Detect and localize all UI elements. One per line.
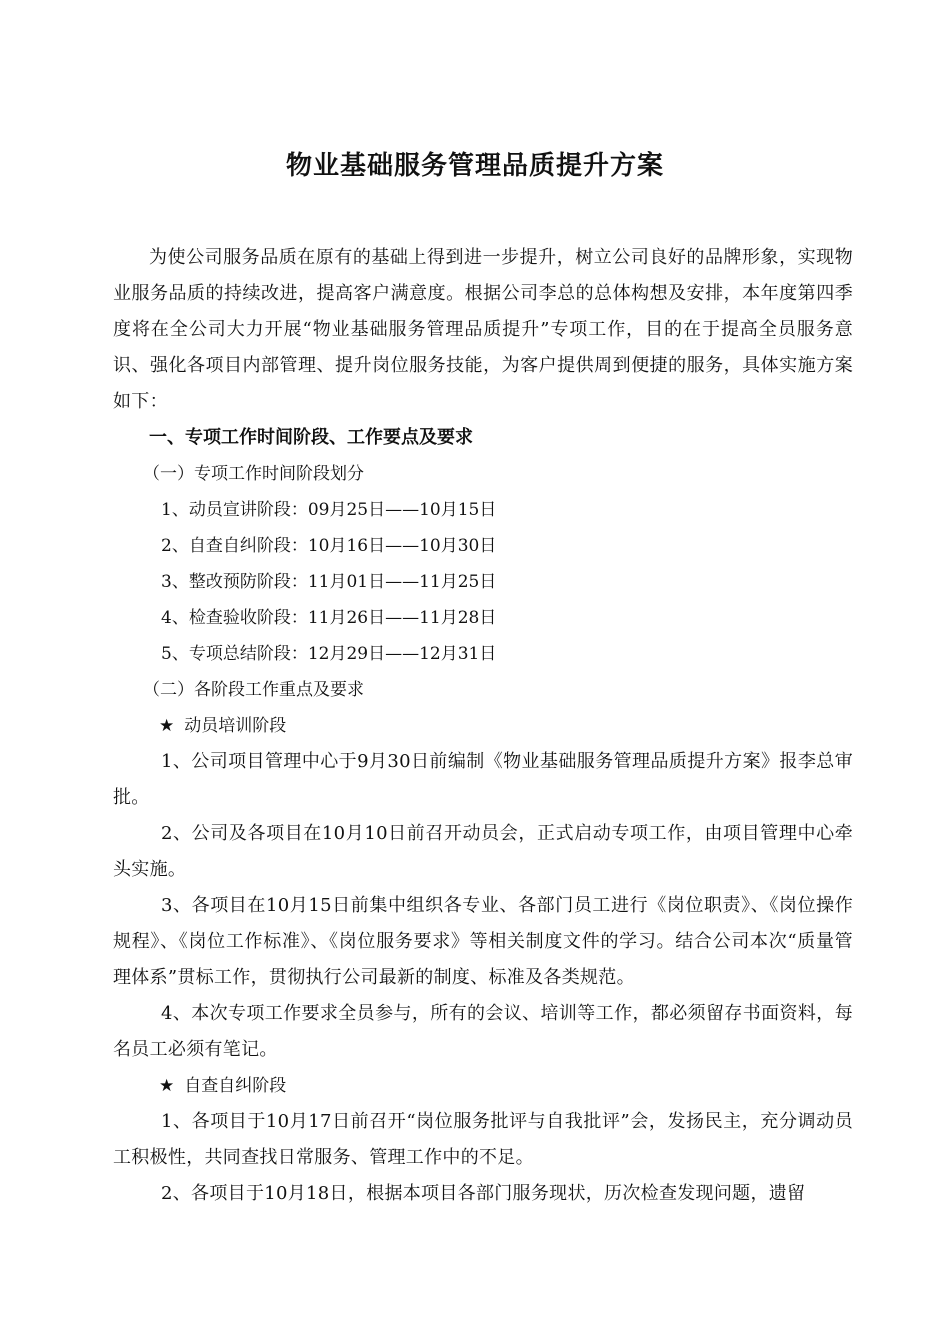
stage-item: 1、动员宣讲阶段：09月25日——10月15日 <box>161 500 497 520</box>
phase-title: 动员培训阶段 <box>184 716 287 736</box>
stage-item: 3、整改预防阶段：11月01日——11月25日 <box>161 572 497 592</box>
phase-item: 4、本次专项工作要求全员参与，所有的会议、培训等工作，都必须留存书面资料，每名员工必须有笔记。 <box>113 1003 853 1060</box>
phase-item: 2、各项目于10月18日，根据本项目各部门服务现状，历次检查发现问题，遗留 <box>161 1183 806 1204</box>
phase-heading <box>113 1068 853 1104</box>
star-icon: ★ <box>159 716 175 736</box>
stage-item: 5、专项总结阶段：12月29日——12月31日 <box>161 644 497 664</box>
phase-item: 1、各项目于10月17日前召开“岗位服务批评与自我批评”会，发扬民主，充分调动员工积极性，共同查找日常服务、管理工作中的不足。 <box>113 1111 853 1168</box>
subsection-heading: （二）各阶段工作重点及要求 <box>143 680 364 700</box>
section-heading: 一、专项工作时间阶段、工作要点及要求 <box>149 427 473 448</box>
subsection-heading: （一）专项工作时间阶段划分 <box>143 464 364 484</box>
star-icon: ★ <box>159 1076 175 1096</box>
phase-item: 2、公司及各项目在10月10日前召开动员会，正式启动专项工作，由项目管理中心牵头实施。 <box>113 823 853 880</box>
phase-title: 自查自纠阶段 <box>184 1076 287 1096</box>
phase-item: 3、各项目在10月15日前集中组织各专业、各部门员工进行《岗位职责》、《岗位操作规程》、《岗位工作标准》、《岗位服务要求》等相关制度文件的学习。结合公司本次“质量管理体系”贯标工作，贯彻执行公司最新的制度、标准及各类规范。 <box>113 895 853 988</box>
phase-heading <box>113 708 853 744</box>
document-title: 物业基础服务管理品质提升方案 <box>285 151 664 181</box>
stage-item: 4、检查验收阶段：11月26日——11月28日 <box>161 608 497 628</box>
phase-item: 1、公司项目管理中心于9月30日前编制《物业基础服务管理品质提升方案》报李总审批。 <box>113 751 853 808</box>
document-body <box>113 240 853 1212</box>
intro-paragraph: 为使公司服务品质在原有的基础上得到进一步提升，树立公司良好的品牌形象，实现物业服务品质的持续改进，提高客户满意度。根据公司李总的总体构想及安排，本年度第四季度将在全公司大力开展“物业基础服务管理品质提升”专项工作，目的在于提高全员服务意识、强化各项目内部管理、提升岗位服务技能，为客户提供周到便捷的服务，具体实施方案如下： <box>113 247 853 412</box>
stage-item: 2、自查自纠阶段：10月16日——10月30日 <box>161 536 497 556</box>
